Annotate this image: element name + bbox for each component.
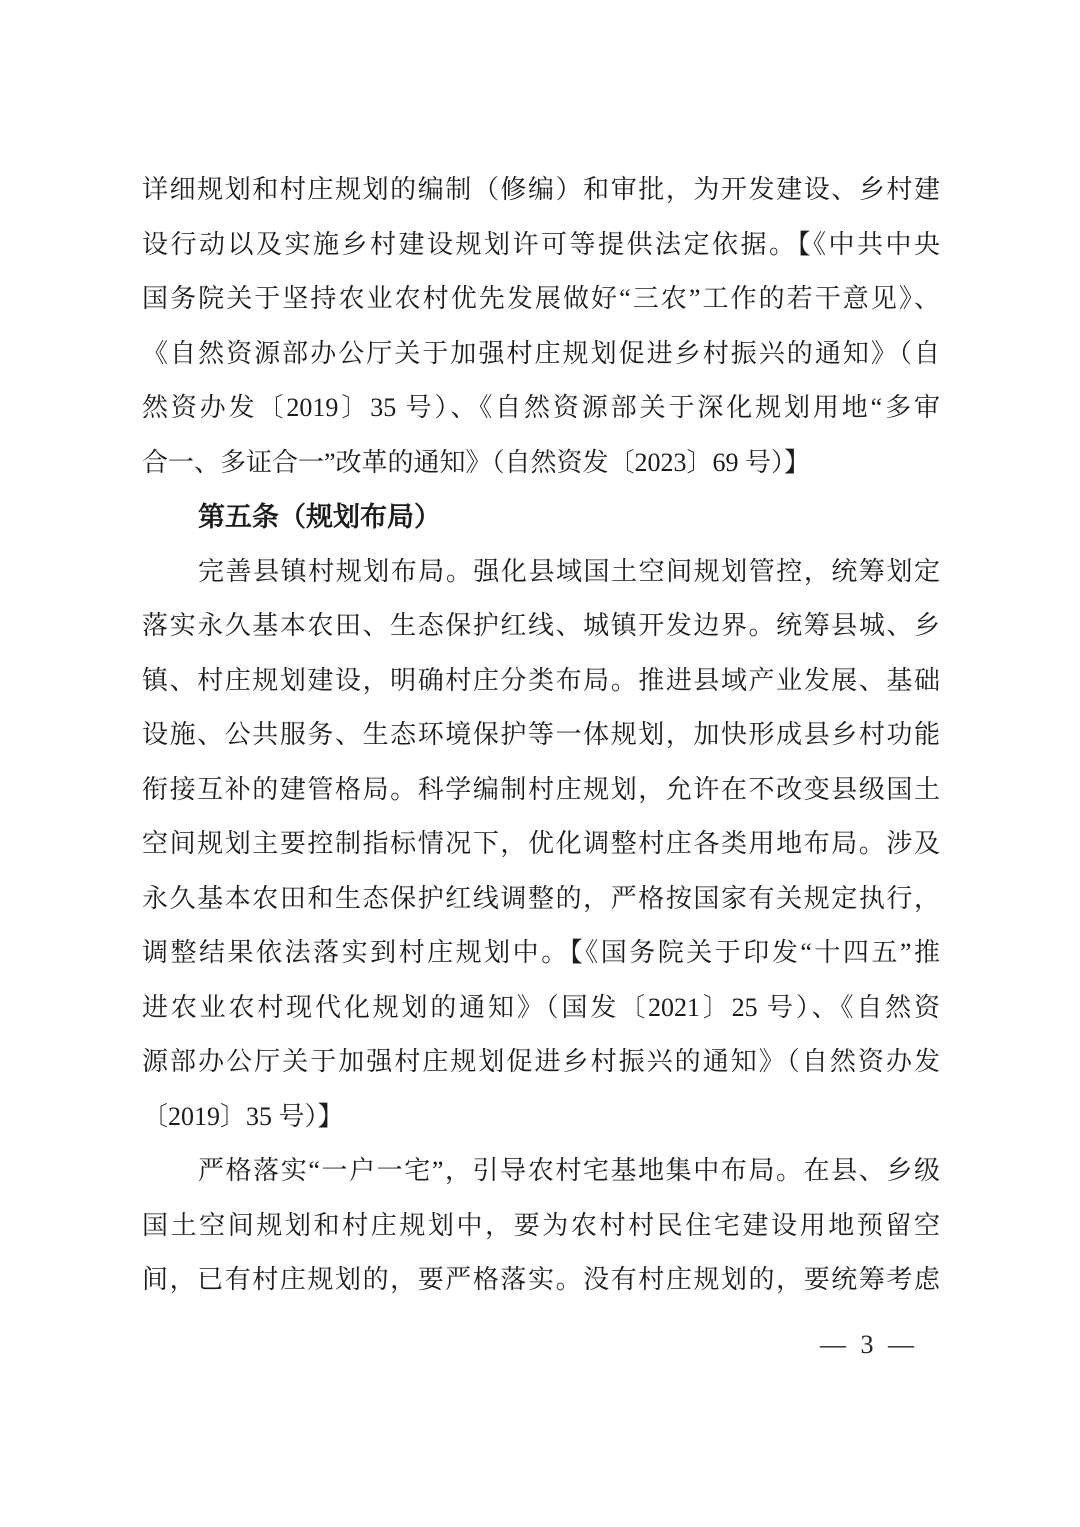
document-line: 永久基本农田和生态保护红线调整的，严格按国家有关规定执行， <box>142 883 940 913</box>
document-line: 国务院关于坚持农业农村优先发展做好“三农”工作的若干意见》、 <box>142 284 940 313</box>
document-line: 调整结果依法落实到村庄规划中。【《国务院关于印发“十四五”推 <box>142 938 940 967</box>
document-line: 落实永久基本农田、生态保护红线、城镇开发边界。统筹县城、乡 <box>142 611 940 640</box>
document-line: 严格落实“一户一宅”，引导农村宅基地集中布局。在县、乡级 <box>198 1156 940 1185</box>
document-line: 设行动以及实施乡村建设规划许可等提供法定依据。【《中共中央 <box>142 229 940 259</box>
page-number: — 3 — <box>820 1330 914 1359</box>
document-line: 空间规划主要控制指标情况下，优化调整村庄各类用地布局。涉及 <box>142 829 940 858</box>
document-line: 设施、公共服务、生态环境保护等一体规划，加快形成县乡村功能 <box>142 720 940 749</box>
document-line: 间，已有村庄规划的，要严格落实。没有村庄规划的，要统筹考虑 <box>142 1265 940 1294</box>
document-line: 进农业农村现代化规划的通知》（国发〔2021〕25 号）、《自然资 <box>142 992 940 1022</box>
document-line: 合一、多证合一”改革的通知》（自然资发〔2023〕69 号）】 <box>142 447 811 477</box>
document-line: 完善县镇村规划布局。强化县域国土空间规划管控，统筹划定 <box>198 556 940 586</box>
article-heading: 第五条（规划布局） <box>198 502 441 532</box>
document-line: 然资办发〔2019〕35 号）、《自然资源部关于深化规划用地“多审 <box>142 393 940 422</box>
document-line: 国土空间规划和村庄规划中，要为农村村民住宅建设用地预留空 <box>142 1210 940 1240</box>
document-line: 《自然资源部办公厅关于加强村庄规划促进乡村振兴的通知》（自 <box>142 338 940 368</box>
document-line: 详细规划和村庄规划的编制（修编）和审批，为开发建设、乡村建 <box>142 175 940 204</box>
document-line: 镇、村庄规划建设，明确村庄分类布局。推进县域产业发展、基础 <box>142 665 940 695</box>
document-line: 〔2019〕35 号）】 <box>142 1101 344 1131</box>
document-line: 源部办公厅关于加强村庄规划促进乡村振兴的通知》（自然资办发 <box>142 1047 940 1076</box>
document-body <box>142 163 940 1308</box>
document-line: 衔接互补的建管格局。科学编制村庄规划，允许在不改变县级国土 <box>142 774 940 804</box>
